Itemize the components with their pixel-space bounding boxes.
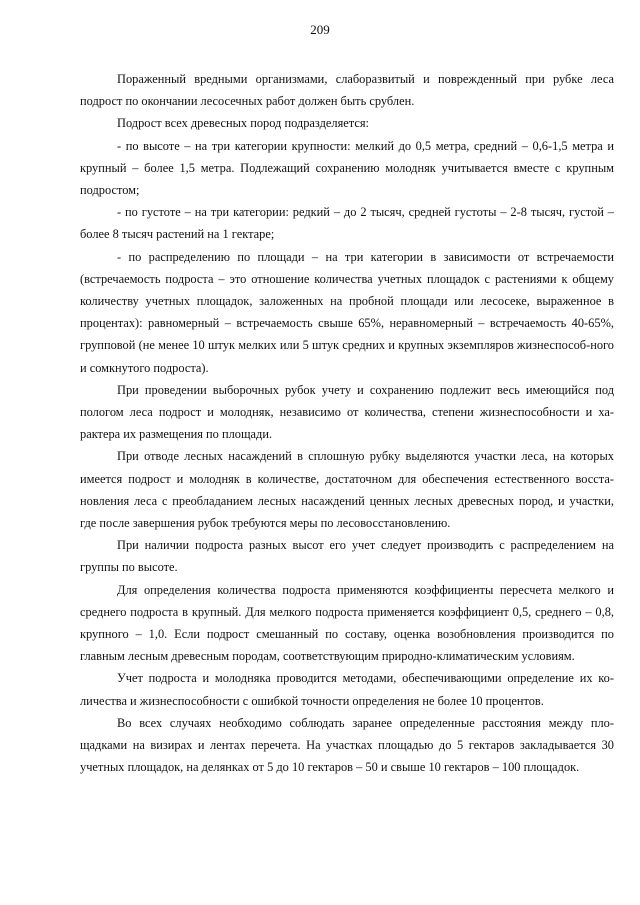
paragraph-height-groups: При наличии подроста разных высот его учет следует производить с распределением на группы по высоте. [80,538,614,575]
paragraph-conversion-coefficients: Для определения количества подроста применяются коэффициенты пересчета мелкого и среднего подроста в крупный. Для мелкого подроста применяется коэффициент 0,5, среднего – 0,8, крупного – 1,0. Если подрост смешанный по составу, оценка возобновления производится по главным лесным древесным породам, соответствующим природно-климатическим условиям. [80,582,614,664]
paragraph-diseased-undergrowth: Пораженный вредными организмами, слаборазвитый и поврежденный при рубке леса подрост по окончании лесосечных работ должен быть срублен. [80,72,614,109]
paragraph-by-height: - по высоте – на три категории крупности: мелкий до 0,5 метра, средний – 0,6-1,5 метра и крупный – более 1,5 метра. Подлежащий сохранению молодняк учитывается вместе с крупным подростом; [80,138,614,198]
document-body [80,68,614,779]
paragraph-sample-plots: Во всех случаях необходимо соблюдать заранее определенные расстояния между пло-щадками на визирах и лентах перечета. На участках площадью до 5 гектаров закладывается 30 учетных площадок, на делянках от 5 до 10 гектаров – 50 и свыше 10 гектаров – 100 площадок. [80,715,614,775]
paragraph-undergrowth-classification: Подрост всех древесных пород подразделяется: [117,116,369,131]
paragraph-selective-cutting: При проведении выборочных рубок учету и сохранению подлежит весь имеющийся под пологом леса подрост и молодняк, независимо от количества, степени жизнеспособности и ха-рактера их размещения по площади. [80,382,614,442]
paragraph-clear-cutting: При отводе лесных насаждений в сплошную рубку выделяются участки леса, на которых имеется подрост и молодняк в количестве, достаточном для обеспечения естественного восста-новления леса с преобладанием лесных насаждений ценных лесных древесных пород, и участки, где после завершения рубок требуются меры по лесовосстановлению. [80,449,614,531]
paragraph-by-distribution: - по распределению по площади – на три категории в зависимости от встречаемости (встречаемость подроста – это отношение количества учетных площадок с растениями к общему количеству учетных площадок, заложенных на пробной площади или лесосеке, выраженное в процентах): равномерный – встречаемость свыше 65%, неравномерный – встречаемость 40-65%, групповой (не менее 10 штук мелких или 5 штук средних и крупных экземпляров жизнеспособ-ного и сомкнутого подроста). [80,249,614,375]
page-number: 209 [310,22,330,37]
paragraph-by-density: - по густоте – на три категории: редкий – до 2 тысяч, средней густоты – 2-8 тысяч, густой – более 8 тысяч растений на 1 гектаре; [80,205,614,242]
paragraph-accounting-methods: Учет подроста и молодняка проводится методами, обеспечивающими определение их ко-личества и жизнеспособности с ошибкой точности определения не более 10 процентов. [80,671,614,708]
